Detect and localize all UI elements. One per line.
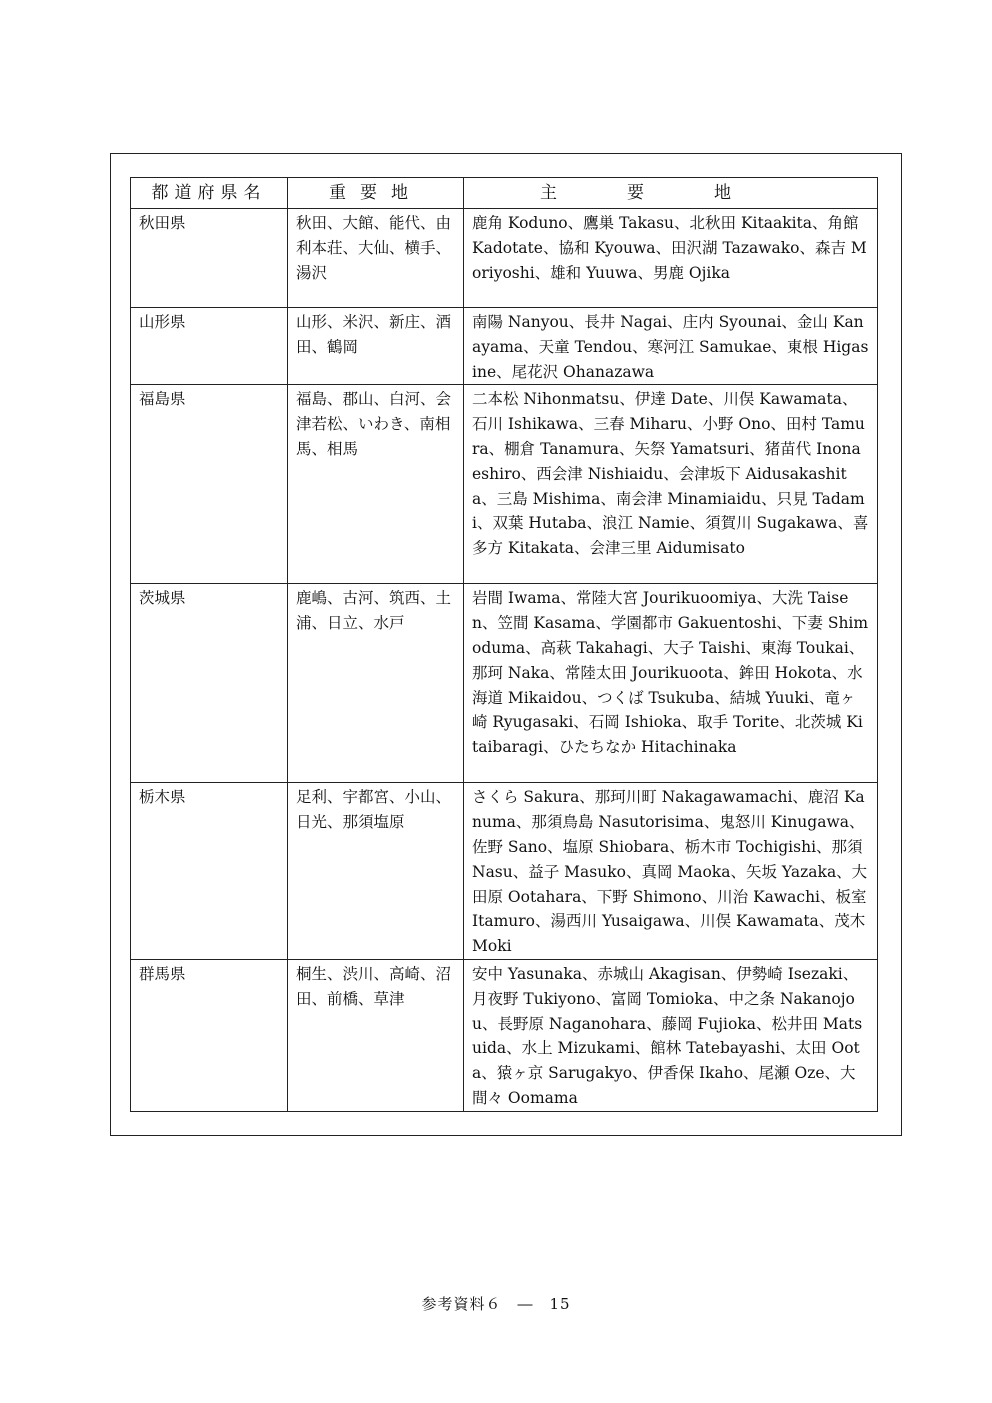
cell-main: 二本松 Nihonmatsu、伊達 Date、川俣 Kawamata、石川 Ishikawa、三春 Miharu、小野 Ono、田村 Tamura、棚倉 Tanamura、矢祭 Yamatsuri、猪苗代 Inonaeshiro、西会津 Nishiaidu、会津坂下 Aidusakashita、三島 Mishima、南会津 Minamiaidu、只見 Tadami、双葉 Hutaba、浪江 Namie、須賀川 Sugakawa、喜多方 Kitakata、会津三里 Aidumisato [464,385,878,584]
prefecture-table [130,177,878,1112]
cell-prefecture: 茨城県 [131,584,288,783]
table-row [131,209,878,308]
table-row [131,308,878,385]
cell-important: 桐生、渋川、高崎、沼田、前橋、草津 [288,959,464,1111]
table-header-row [131,178,878,209]
cell-important: 福島、郡山、白河、会津若松、いわき、南相馬、相馬 [288,385,464,584]
table-row [131,385,878,584]
cell-important: 秋田、大館、能代、由利本荘、大仙、横手、湯沢 [288,209,464,308]
header-important: 重要地 [288,178,464,209]
cell-important: 山形、米沢、新庄、酒田、鶴岡 [288,308,464,385]
cell-main: 安中 Yasunaka、赤城山 Akagisan、伊勢崎 Isezaki、月夜野 Tukiyono、富岡 Tomioka、中之条 Nakanojou、長野原 Naganohara、藤岡 Fujioka、松井田 Matsuida、水上 Mizukami、館林 Tatebayashi、太田 Oota、猿ヶ京 Sarugakyo、伊香保 Ikaho、尾瀬 Oze、大間々 Oomama [464,959,878,1111]
cell-prefecture: 福島県 [131,385,288,584]
header-main: 主要地 [464,178,878,209]
cell-main: 南陽 Nanyou、長井 Nagai、庄内 Syounai、金山 Kanayama、天童 Tendou、寒河江 Samukae、東根 Higasine、尾花沢 Ohanazawa [464,308,878,385]
cell-prefecture: 群馬県 [131,959,288,1111]
page-footer: 参考資料６ ― 15 [421,1295,571,1313]
cell-main: 岩間 Iwama、常陸大宮 Jourikuoomiya、大洗 Taisen、笠間 Kasama、学園都市 Gakuentoshi、下妻 Shimoduma、高萩 Takahagi、大子 Taishi、東海 Toukai、那珂 Naka、常陸太田 Jourikuoota、鉾田 Hokota、水海道 Mikaidou、つくば Tsukuba、結城 Yuuki、竜ヶ崎 Ryugasaki、石岡 Ishioka、取手 Torite、北茨城 Kitaibaragi、ひたちなか Hitachinaka [464,584,878,783]
table-row [131,584,878,783]
cell-important: 鹿嶋、古河、筑西、土浦、日立、水戸 [288,584,464,783]
cell-main: さくら Sakura、那珂川町 Nakagawamachi、鹿沼 Kanuma、那須鳥島 Nasutorisima、鬼怒川 Kinugawa、佐野 Sano、塩原 Shiobara、栃木市 Tochigishi、那須 Nasu、益子 Masuko、真岡 Maoka、矢坂 Yazaka、大田原 Ootahara、下野 Shimono、川治 Kawachi、板室 Itamuro、湯西川 Yusaigawa、川俣 Kawamata、茂木 Moki [464,783,878,960]
cell-prefecture: 秋田県 [131,209,288,308]
table-row [131,959,878,1111]
header-prefecture: 都道府県名 [131,178,288,209]
table-row [131,783,878,960]
cell-prefecture: 栃木県 [131,783,288,960]
cell-important: 足利、宇都宮、小山、日光、那須塩原 [288,783,464,960]
cell-main: 鹿角 Koduno、鷹巣 Takasu、北秋田 Kitaakita、角館 Kadotate、協和 Kyouwa、田沢湖 Tazawako、森吉 Moriyoshi、雄和 Yuuwa、男鹿 Ojika [464,209,878,308]
document-frame [110,153,902,1136]
cell-prefecture: 山形県 [131,308,288,385]
